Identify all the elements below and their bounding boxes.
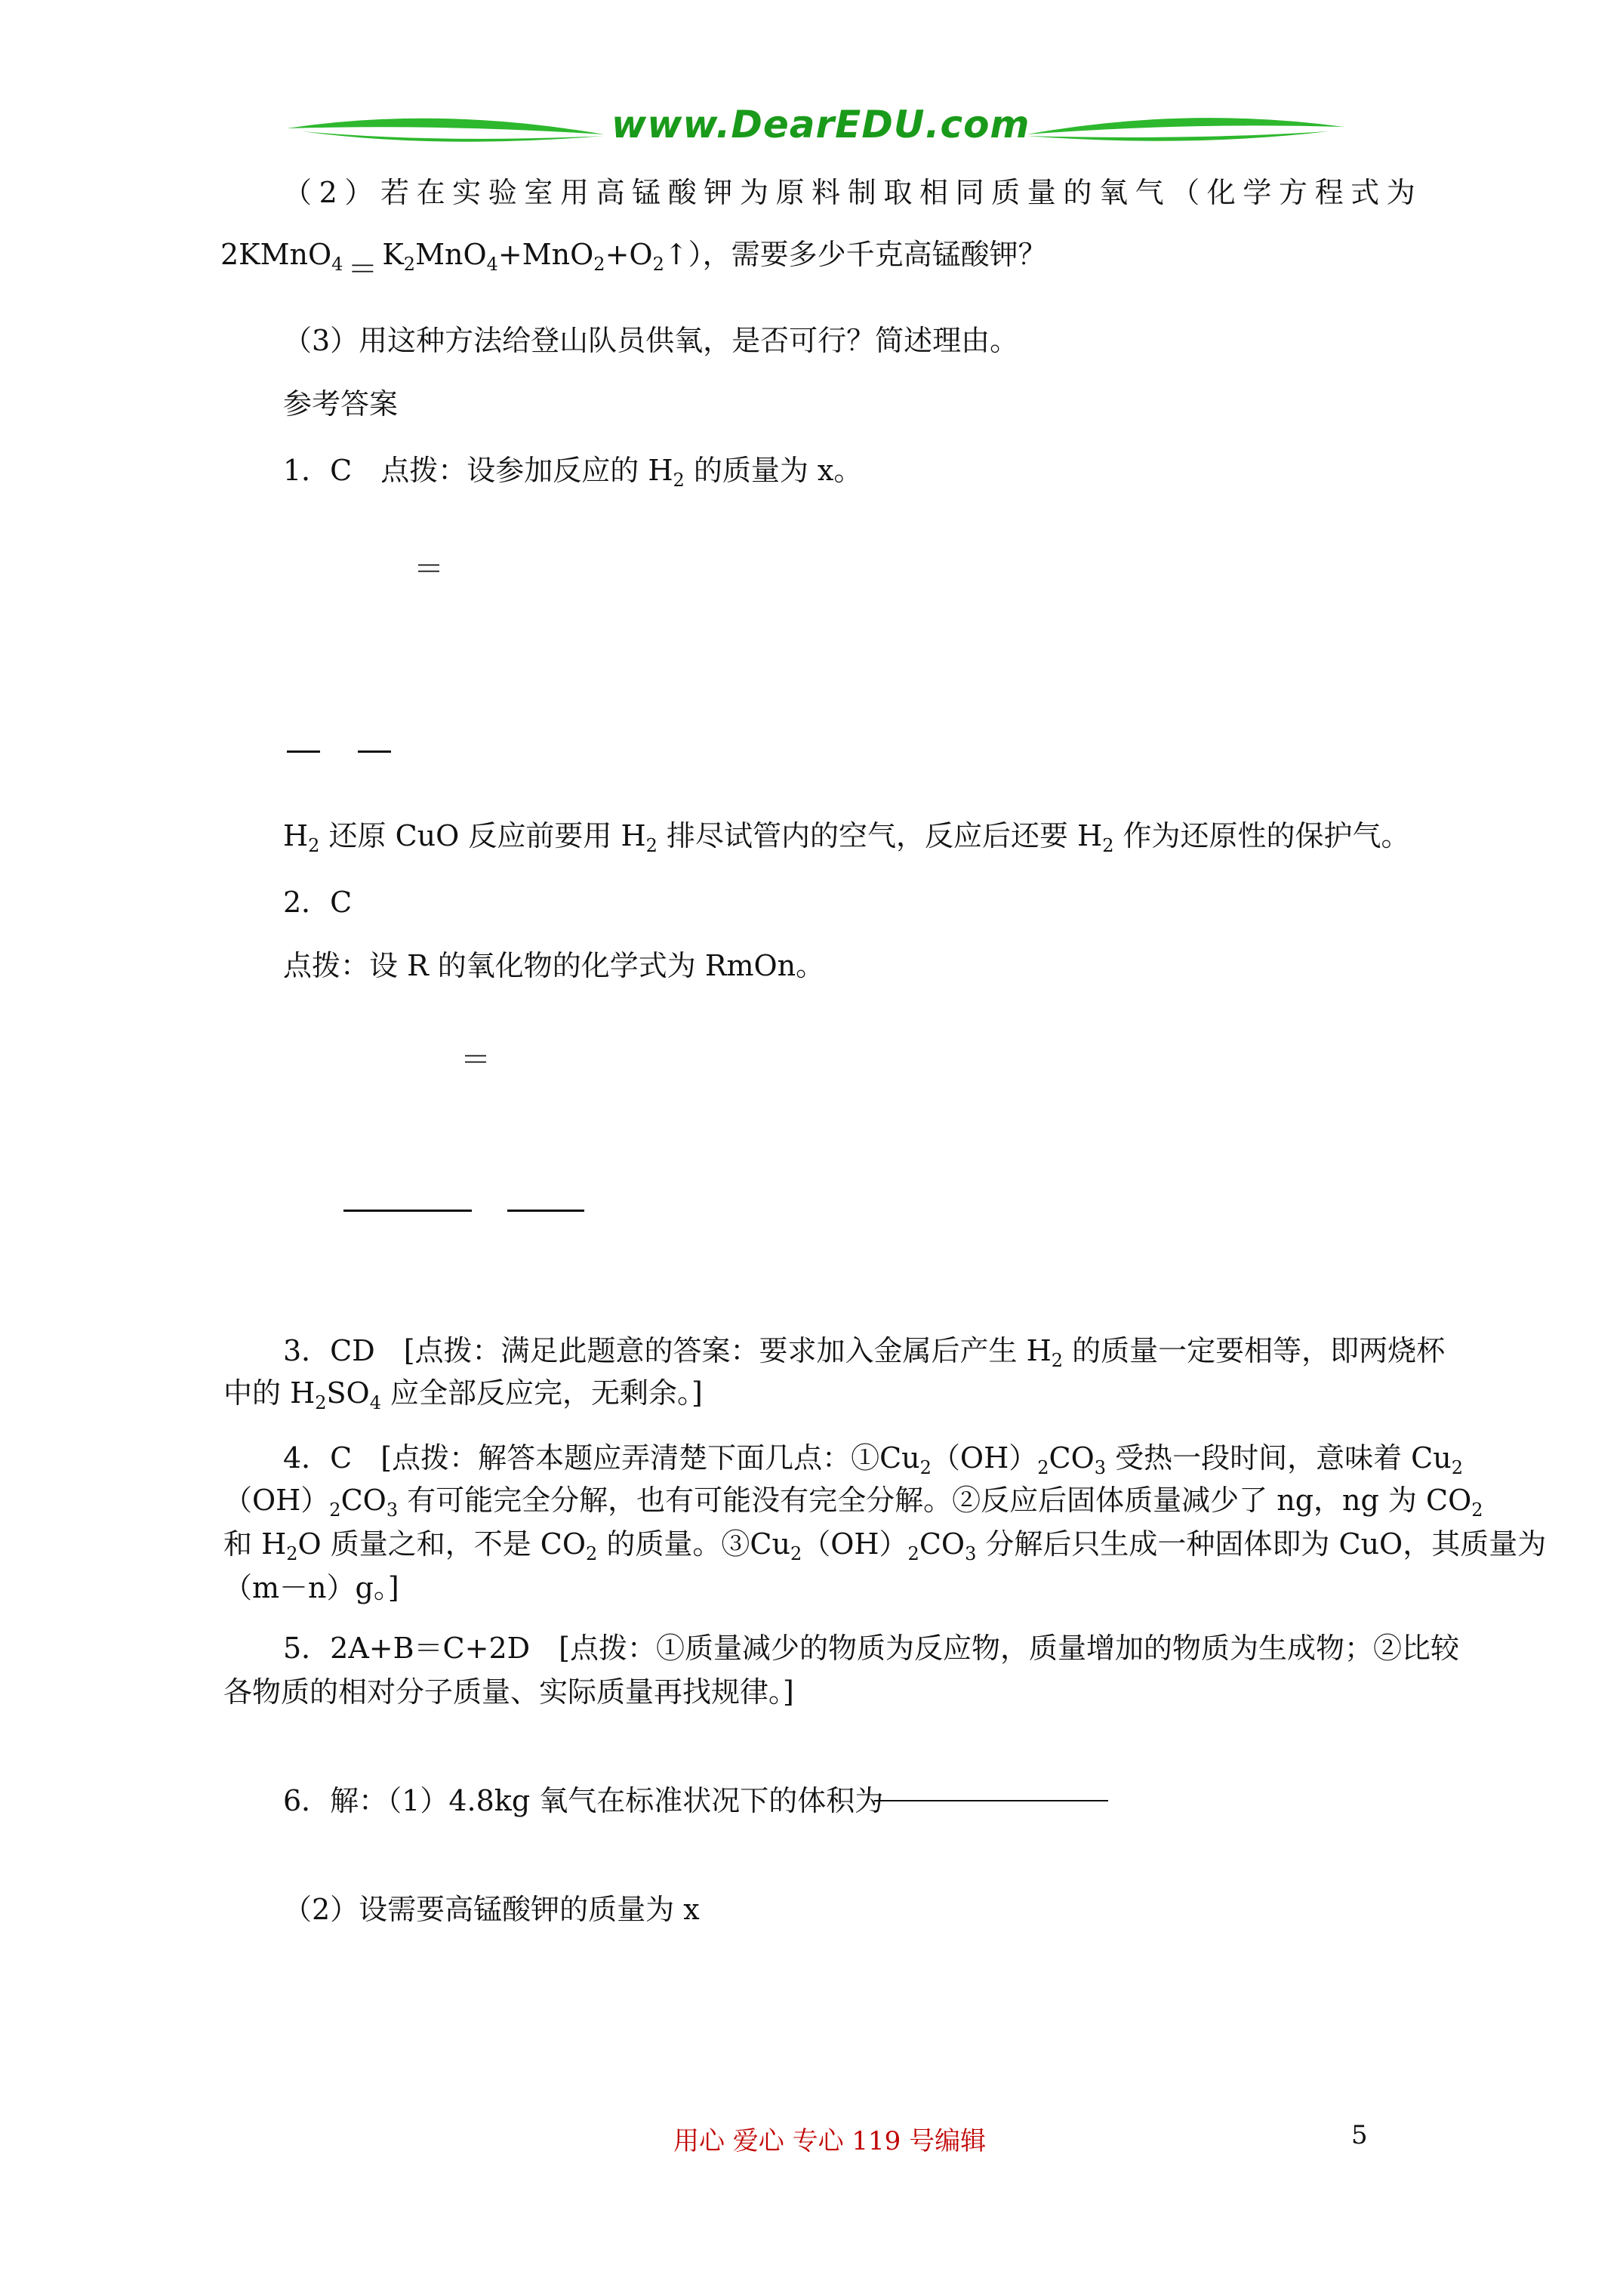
fraction-bar <box>507 1210 584 1212</box>
answer-2: 2．C <box>283 886 353 919</box>
site-name: www.DearEDU.com <box>611 103 1030 146</box>
answer-4-line1: 4．C [点拨：解答本题应弄清楚下面几点：$①Cu_2(OH)_2CO_3$ 受热一段时间，意味着 $Cu_2$ <box>283 1441 1464 1478</box>
answer-1-note: $H_2$ 还原 CuO 反应前要用 $H_2$ 排尽试管内的空气，反应后还要 $H_2$ 作为还原性的保护气。 <box>283 819 1410 856</box>
q3: （3）用这种方法给登山队员供氧，是否可行？简述理由。 <box>283 324 1019 357</box>
answers-title: 参考答案 <box>283 387 399 421</box>
answer-3-line1: 3．CD [点拨：满足此题意的答案：要求加入金属后产生 $H_2$ 的质量一定要相等，即两烧杯 <box>283 1334 1446 1371</box>
q2-line1: （2）若在实验室用高锰酸钾为原料制取相同质量的氧气（化学方程式为 <box>283 176 1423 209</box>
page-number: 5 <box>1351 2120 1368 2150</box>
answer-2-hint: 点拨：设 R 的氧化物的化学式为 RmOn。 <box>283 949 825 982</box>
answer-5-line2: 各物质的相对分子质量、实际质量再找规律。] <box>223 1675 794 1709</box>
q2-equation: 2KMnO$_4$ ＝ $K_2MnO_4+MnO_2+O_2↑$），需要多少千克高锰酸钾？ <box>220 238 1047 287</box>
fraction-bar <box>287 750 320 753</box>
answer-5-line1: 5．2A+B＝C+2D [点拨：①质量减少的物质为反应物，质量增加的物质为生成物；②比较 <box>283 1632 1459 1665</box>
site-logo <box>287 89 1344 157</box>
answer-2-equals: ＝ <box>460 1043 491 1077</box>
right-swoosh-icon <box>1019 106 1344 151</box>
answer-1-equals: ＝ <box>414 552 444 587</box>
answer-6-part2: （2）设需要高锰酸钾的质量为 x <box>283 1893 700 1926</box>
answer-1: 1．C 点拨：设参加反应的 $H_2$ 的质量为 x。 <box>283 454 863 491</box>
blank-line <box>874 1800 1108 1801</box>
answer-6: 6．解：（1）4.8kg 氧气在标准状况下的体积为 <box>283 1784 884 1817</box>
answer-4-line2: $(OH)_2CO_3$ 有可能完全分解，也有可能没有完全分解。②反应后固体质量减少了 ng，ng 为 $CO_2$ <box>223 1484 1483 1521</box>
fraction-bar <box>343 1210 472 1212</box>
left-swoosh-icon <box>287 106 611 151</box>
equals-sign: ＝ <box>347 252 378 287</box>
answer-4-line3: 和 $H_2O$ 质量之和，不是 $CO_2$ 的质量。$③Cu_2(OH)_2CO_3$ 分解后只生成一种固体即为 CuO，其质量为 <box>223 1527 1547 1564</box>
fraction-bar <box>358 750 391 753</box>
footer-text: 用心 爱心 专心 119 号编辑 <box>673 2126 987 2156</box>
answer-4-line4: （m－n）g。] <box>223 1571 399 1604</box>
answer-3-line2: 中的 $H_2SO_4$ 应全部反应完，无剩余。] <box>223 1376 703 1413</box>
